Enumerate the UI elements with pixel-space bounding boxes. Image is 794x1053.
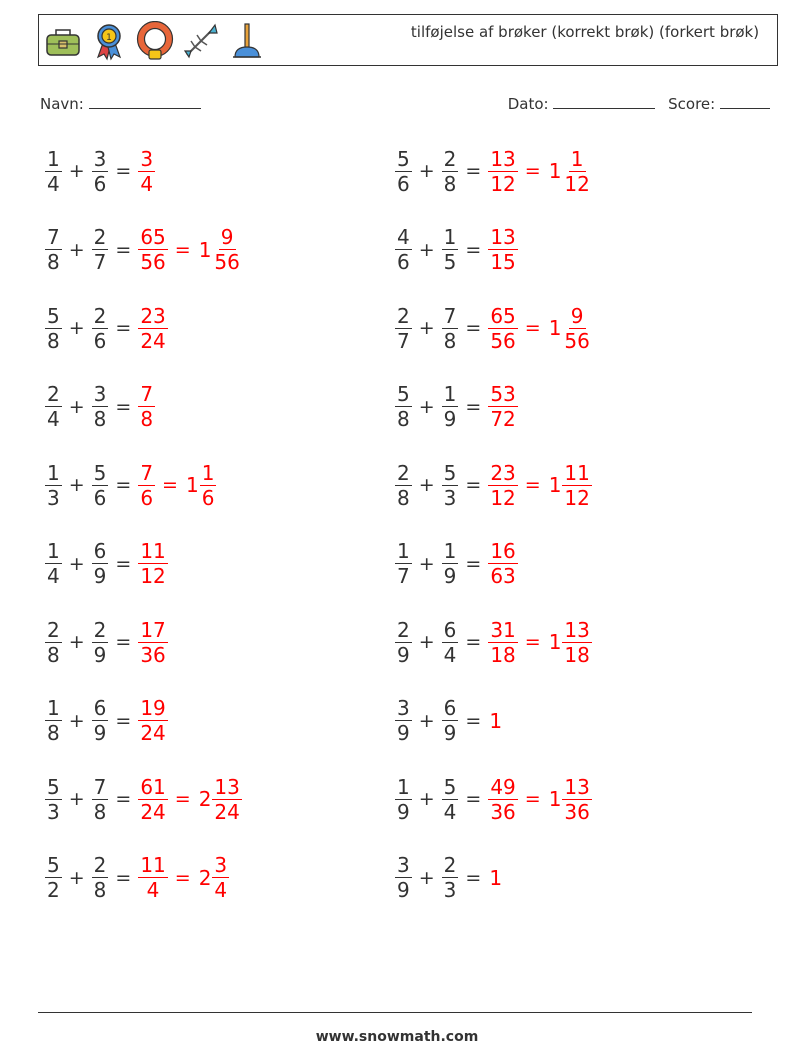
answer-fraction-numerator: 31	[490, 617, 516, 642]
addend-b-numerator: 5	[93, 460, 107, 485]
mixed-fraction-denominator: 24	[214, 799, 240, 824]
plus-sign: +	[68, 238, 85, 261]
answer-fraction	[138, 461, 155, 510]
equals-sign: =	[115, 395, 132, 418]
addend-b-numerator: 2	[93, 225, 107, 249]
addend-b-numerator: 1	[443, 382, 457, 406]
addend-a	[45, 461, 62, 510]
answer-fraction-numerator: 23	[140, 303, 166, 328]
addend-b-numerator: 5	[443, 774, 457, 799]
addend-b	[92, 696, 109, 745]
addend-a-denominator: 9	[397, 642, 410, 667]
mixed-whole: 2	[198, 865, 212, 890]
addend-a-numerator: 3	[397, 696, 410, 720]
answer-mixed	[197, 853, 230, 902]
plus-sign: +	[418, 631, 435, 653]
problem-8	[394, 376, 519, 438]
equals-sign: =	[115, 160, 132, 182]
addend-a	[395, 696, 412, 745]
plus-sign: +	[68, 395, 85, 418]
footer-divider	[38, 1012, 752, 1013]
plus-sign: +	[418, 709, 435, 732]
equals-sign-mixed: =	[174, 238, 191, 261]
equals-sign: =	[115, 631, 132, 653]
plus-sign: +	[418, 317, 435, 339]
addend-a-denominator: 8	[47, 642, 60, 667]
addend-b	[442, 696, 459, 745]
addend-a	[395, 225, 412, 274]
plus-sign: +	[68, 552, 85, 575]
answer-mixed	[547, 618, 593, 667]
equals-sign: =	[465, 238, 482, 261]
addend-a-denominator: 8	[47, 721, 60, 745]
problem-4	[394, 219, 519, 281]
addend-a-denominator: 9	[397, 799, 410, 824]
answer-fraction-denominator: 36	[140, 642, 166, 667]
addend-b	[92, 382, 109, 431]
answer-fraction-numerator: 61	[140, 774, 166, 799]
answer-fraction-denominator: 6	[140, 485, 154, 510]
addend-a-denominator: 4	[47, 171, 60, 196]
addend-a-denominator: 2	[47, 878, 60, 902]
plus-sign: +	[418, 395, 435, 418]
addend-b	[92, 539, 109, 588]
worksheet-title: tilføjelse af brøker (korrekt brøk) (forkert brøk)	[410, 23, 760, 41]
plus-sign: +	[68, 631, 85, 653]
answer-fraction-denominator: 24	[140, 721, 166, 745]
answer-fraction-denominator: 4	[140, 171, 154, 196]
answer-fraction	[488, 382, 517, 431]
answer-fraction-numerator: 49	[490, 774, 516, 799]
mixed-fraction-numerator: 11	[564, 460, 590, 485]
addend-b-numerator: 2	[443, 853, 457, 877]
addend-a	[395, 539, 412, 588]
mixed-fraction-numerator: 9	[570, 303, 584, 328]
answer-fraction-denominator: 56	[490, 328, 516, 353]
addend-b-denominator: 7	[93, 250, 107, 274]
problem-18	[394, 768, 593, 830]
mixed-fraction-denominator: 18	[564, 642, 590, 667]
plus-sign: +	[418, 552, 435, 575]
plus-sign: +	[418, 866, 435, 889]
answer-fraction	[138, 775, 167, 824]
addend-b-denominator: 9	[93, 564, 107, 588]
answer-mixed	[547, 304, 593, 353]
addend-a-denominator: 3	[47, 799, 60, 824]
mixed-fraction	[212, 225, 241, 274]
addend-a	[45, 539, 62, 588]
equals-sign-mixed: =	[524, 631, 541, 653]
answer-whole: 1	[489, 708, 503, 733]
mixed-fraction	[212, 853, 229, 902]
addend-a	[45, 147, 62, 196]
addend-a-numerator: 2	[397, 460, 410, 485]
addend-b	[92, 225, 109, 274]
addend-b-denominator: 9	[443, 721, 457, 745]
answer-whole: 1	[489, 865, 503, 890]
mixed-whole: 1	[548, 159, 562, 183]
equals-sign-mixed: =	[524, 788, 541, 810]
equals-sign: =	[465, 552, 482, 575]
mixed-fraction	[562, 775, 591, 824]
problem-20	[394, 847, 502, 909]
answer-fraction	[488, 539, 517, 588]
answer-mixed	[197, 225, 243, 274]
equals-sign: =	[115, 238, 132, 261]
mixed-fraction-denominator: 56	[214, 250, 240, 274]
addend-a	[45, 618, 62, 667]
answer-fraction	[488, 618, 517, 667]
problem-5	[44, 297, 169, 359]
answer-fraction	[488, 147, 517, 196]
equals-sign: =	[115, 866, 132, 889]
answer-fraction	[138, 696, 167, 745]
problem-17	[44, 768, 243, 830]
addend-a-numerator: 5	[47, 774, 60, 799]
addend-b-numerator: 5	[443, 460, 457, 485]
date-label: Dato:	[507, 95, 549, 113]
equals-sign-mixed: =	[174, 788, 191, 810]
addend-b-numerator: 1	[443, 539, 457, 563]
addend-b-numerator: 6	[93, 696, 107, 720]
addend-b-numerator: 2	[93, 617, 107, 642]
mixed-fraction	[200, 461, 217, 510]
mixed-fraction-numerator: 13	[214, 774, 240, 799]
answer-fraction-numerator: 3	[140, 146, 154, 171]
addend-a-numerator: 5	[47, 853, 60, 877]
answer-fraction	[488, 461, 517, 510]
problem-16	[394, 690, 502, 752]
addend-a-denominator: 7	[397, 564, 410, 588]
score-label: Score:	[668, 95, 716, 113]
mixed-fraction-denominator: 6	[201, 485, 215, 510]
mixed-fraction	[562, 618, 591, 667]
answer-fraction	[488, 304, 517, 353]
mixed-fraction	[562, 304, 591, 353]
plus-sign: +	[418, 788, 435, 810]
equals-sign: =	[465, 709, 482, 732]
mixed-fraction-denominator: 36	[564, 799, 590, 824]
addend-a-numerator: 5	[397, 382, 410, 406]
addend-b-denominator: 3	[443, 485, 457, 510]
answer-fraction-numerator: 16	[490, 539, 516, 563]
addend-b-denominator: 8	[93, 799, 107, 824]
equals-sign: =	[465, 788, 482, 810]
problem-11	[44, 533, 169, 595]
addend-b-denominator: 9	[93, 642, 107, 667]
problem-2	[394, 140, 593, 202]
addend-b-denominator: 9	[93, 721, 107, 745]
answer-fraction	[138, 618, 167, 667]
answer-mixed	[547, 461, 593, 510]
answer-fraction-numerator: 19	[140, 696, 166, 720]
answer-fraction-denominator: 56	[140, 250, 166, 274]
addend-a-numerator: 2	[47, 617, 60, 642]
mixed-whole: 1	[185, 473, 199, 497]
addend-a-denominator: 8	[47, 328, 60, 353]
answer-mixed	[184, 461, 217, 510]
addend-a-denominator: 6	[397, 171, 410, 196]
answer-fraction-denominator: 12	[140, 564, 166, 588]
problem-3	[44, 219, 243, 281]
addend-a-numerator: 1	[47, 146, 60, 171]
problem-9	[44, 454, 217, 516]
mixed-fraction	[562, 147, 591, 196]
addend-b	[442, 775, 459, 824]
equals-sign-mixed: =	[162, 474, 178, 496]
plus-sign: +	[418, 474, 435, 496]
addend-b-numerator: 2	[93, 853, 107, 877]
plus-sign: +	[68, 788, 85, 810]
equals-sign: =	[465, 160, 482, 182]
answer-fraction-numerator: 65	[140, 225, 166, 249]
addend-a-numerator: 2	[397, 303, 410, 328]
mixed-fraction	[212, 775, 241, 824]
addend-b-denominator: 6	[93, 328, 107, 353]
addend-a-denominator: 6	[397, 250, 410, 274]
equals-sign: =	[115, 788, 132, 810]
addend-b	[442, 853, 459, 902]
addend-b	[442, 147, 459, 196]
addend-b-denominator: 4	[443, 799, 457, 824]
addend-a	[395, 147, 412, 196]
addend-b	[442, 618, 459, 667]
equals-sign-mixed: =	[524, 160, 541, 182]
answer-fraction-denominator: 4	[146, 878, 160, 902]
plus-sign: +	[418, 238, 435, 261]
answer-fraction-numerator: 53	[490, 382, 516, 406]
equals-sign: =	[465, 317, 482, 339]
addend-a-numerator: 5	[397, 146, 410, 171]
problem-1	[44, 140, 156, 202]
answer-fraction-numerator: 17	[140, 617, 166, 642]
addend-a-denominator: 3	[47, 485, 60, 510]
plus-sign: +	[68, 709, 85, 732]
addend-a-numerator: 7	[47, 225, 60, 249]
mixed-fraction-denominator: 56	[564, 328, 590, 353]
addend-b-denominator: 9	[443, 564, 457, 588]
addend-b	[92, 147, 109, 196]
plus-sign: +	[418, 160, 435, 182]
mixed-fraction-numerator: 3	[214, 853, 228, 877]
mixed-fraction-numerator: 13	[564, 617, 590, 642]
addend-b-denominator: 6	[93, 171, 107, 196]
addend-b	[92, 618, 109, 667]
addend-a-denominator: 9	[397, 878, 410, 902]
answer-fraction-denominator: 12	[490, 485, 516, 510]
addend-b-numerator: 2	[93, 303, 107, 328]
problem-10	[394, 454, 593, 516]
addend-b	[442, 304, 459, 353]
addend-a-numerator: 4	[397, 225, 410, 249]
equals-sign: =	[465, 866, 482, 889]
plus-sign: +	[68, 317, 85, 339]
equals-sign: =	[115, 474, 132, 496]
answer-fraction-denominator: 24	[140, 799, 166, 824]
addend-a	[395, 775, 412, 824]
answer-fraction-numerator: 11	[140, 853, 166, 877]
footer-url: www.snowmath.com	[315, 1029, 479, 1045]
equals-sign: =	[465, 395, 482, 418]
addend-a-numerator: 3	[397, 853, 410, 877]
addend-a-denominator: 4	[47, 564, 60, 588]
addend-b	[442, 461, 459, 510]
addend-b	[442, 382, 459, 431]
addend-a	[395, 304, 412, 353]
answer-fraction-numerator: 7	[140, 382, 154, 406]
addend-a	[45, 853, 62, 902]
answer-fraction	[488, 225, 517, 274]
addend-b-denominator: 8	[443, 328, 457, 353]
problem-19	[44, 847, 230, 909]
addend-b-numerator: 7	[93, 774, 107, 799]
addend-b-numerator: 6	[93, 539, 107, 563]
addend-a-numerator: 1	[47, 539, 60, 563]
mixed-fraction-denominator: 12	[564, 171, 590, 196]
answer-fraction-denominator: 15	[490, 250, 516, 274]
mixed-whole: 1	[198, 237, 212, 262]
addend-a	[45, 225, 62, 274]
answer-fraction-numerator: 23	[490, 460, 516, 485]
addend-a-denominator: 8	[397, 407, 410, 431]
addend-a	[395, 618, 412, 667]
addend-b	[92, 304, 109, 353]
mixed-fraction-numerator: 9	[220, 225, 234, 249]
mixed-fraction-numerator: 1	[570, 146, 584, 171]
addend-b	[92, 775, 109, 824]
addend-a-numerator: 1	[47, 460, 60, 485]
answer-fraction	[138, 147, 155, 196]
mixed-whole: 2	[198, 787, 212, 811]
equals-sign-mixed: =	[524, 474, 541, 496]
answer-fraction-denominator: 24	[140, 328, 166, 353]
addend-b	[442, 539, 459, 588]
addend-b-numerator: 6	[443, 617, 457, 642]
addend-b-denominator: 5	[443, 250, 457, 274]
problem-6	[394, 297, 593, 359]
addend-b-denominator: 6	[93, 485, 107, 510]
addend-b-numerator: 1	[443, 225, 457, 249]
addend-a-denominator: 8	[397, 485, 410, 510]
answer-fraction-numerator: 7	[140, 460, 154, 485]
answer-fraction-numerator: 65	[490, 303, 516, 328]
addend-a	[45, 382, 62, 431]
addend-a-numerator: 1	[47, 696, 60, 720]
answer-fraction	[138, 304, 167, 353]
mixed-fraction-denominator: 12	[564, 485, 590, 510]
problem-12	[394, 533, 519, 595]
answer-fraction	[488, 775, 517, 824]
answer-fraction-denominator: 18	[490, 642, 516, 667]
equals-sign: =	[465, 631, 482, 653]
addend-a-numerator: 1	[397, 774, 410, 799]
addend-b-numerator: 2	[443, 146, 457, 171]
answer-fraction	[138, 853, 167, 902]
addend-a-denominator: 9	[397, 721, 410, 745]
addend-b	[92, 853, 109, 902]
addend-a	[395, 461, 412, 510]
addend-b	[92, 461, 109, 510]
answer-fraction-denominator: 8	[140, 407, 154, 431]
answer-fraction-denominator: 63	[490, 564, 516, 588]
addend-a-denominator: 7	[397, 328, 410, 353]
problem-7	[44, 376, 156, 438]
addend-a	[45, 775, 62, 824]
answer-fraction-denominator: 72	[490, 407, 516, 431]
addend-b-denominator: 8	[93, 878, 107, 902]
addend-a	[45, 304, 62, 353]
equals-sign: =	[465, 474, 482, 496]
addend-a-denominator: 4	[47, 407, 60, 431]
addend-a-numerator: 2	[397, 617, 410, 642]
problem-15	[44, 690, 169, 752]
mixed-whole: 1	[548, 316, 562, 340]
mixed-fraction-numerator: 13	[564, 774, 590, 799]
addend-b-numerator: 3	[93, 382, 107, 406]
equals-sign-mixed: =	[524, 317, 541, 339]
answer-mixed	[547, 775, 593, 824]
equals-sign: =	[115, 317, 132, 339]
mixed-fraction-numerator: 1	[201, 460, 215, 485]
addend-a	[395, 853, 412, 902]
answer-mixed	[547, 147, 593, 196]
answer-fraction-numerator: 13	[490, 225, 516, 249]
addend-a	[395, 382, 412, 431]
equals-sign: =	[115, 552, 132, 575]
addend-a-numerator: 1	[397, 539, 410, 563]
mixed-whole: 1	[548, 787, 562, 811]
answer-fraction	[138, 225, 167, 274]
problem-14	[394, 611, 593, 673]
addend-b-denominator: 3	[443, 878, 457, 902]
addend-b-denominator: 4	[443, 642, 457, 667]
mixed-fraction	[562, 461, 591, 510]
addend-b-numerator: 3	[93, 146, 107, 171]
addend-b-numerator: 7	[443, 303, 457, 328]
answer-fraction-denominator: 12	[490, 171, 516, 196]
answer-fraction-denominator: 36	[490, 799, 516, 824]
plus-sign: +	[68, 474, 85, 496]
answer-fraction-numerator: 11	[140, 539, 166, 563]
answer-mixed	[197, 775, 243, 824]
plus-sign: +	[68, 160, 85, 182]
addend-b-denominator: 8	[443, 171, 457, 196]
addend-b-denominator: 8	[93, 407, 107, 431]
answer-fraction	[138, 382, 155, 431]
plus-sign: +	[68, 866, 85, 889]
addend-a	[45, 696, 62, 745]
name-label: Navn:	[40, 95, 84, 113]
addend-a-numerator: 5	[47, 303, 60, 328]
problem-13	[44, 611, 169, 673]
equals-sign-mixed: =	[174, 866, 191, 889]
answer-fraction	[138, 539, 167, 588]
addend-b	[442, 225, 459, 274]
mixed-whole: 1	[548, 473, 562, 497]
svg-text:1: 1	[106, 33, 112, 43]
addend-b-numerator: 6	[443, 696, 457, 720]
addend-a-numerator: 2	[47, 382, 60, 406]
answer-fraction-numerator: 13	[490, 146, 516, 171]
mixed-fraction-denominator: 4	[214, 878, 228, 902]
mixed-whole: 1	[548, 630, 562, 654]
addend-b-denominator: 9	[443, 407, 457, 431]
equals-sign: =	[115, 709, 132, 732]
addend-a-denominator: 8	[47, 250, 60, 274]
